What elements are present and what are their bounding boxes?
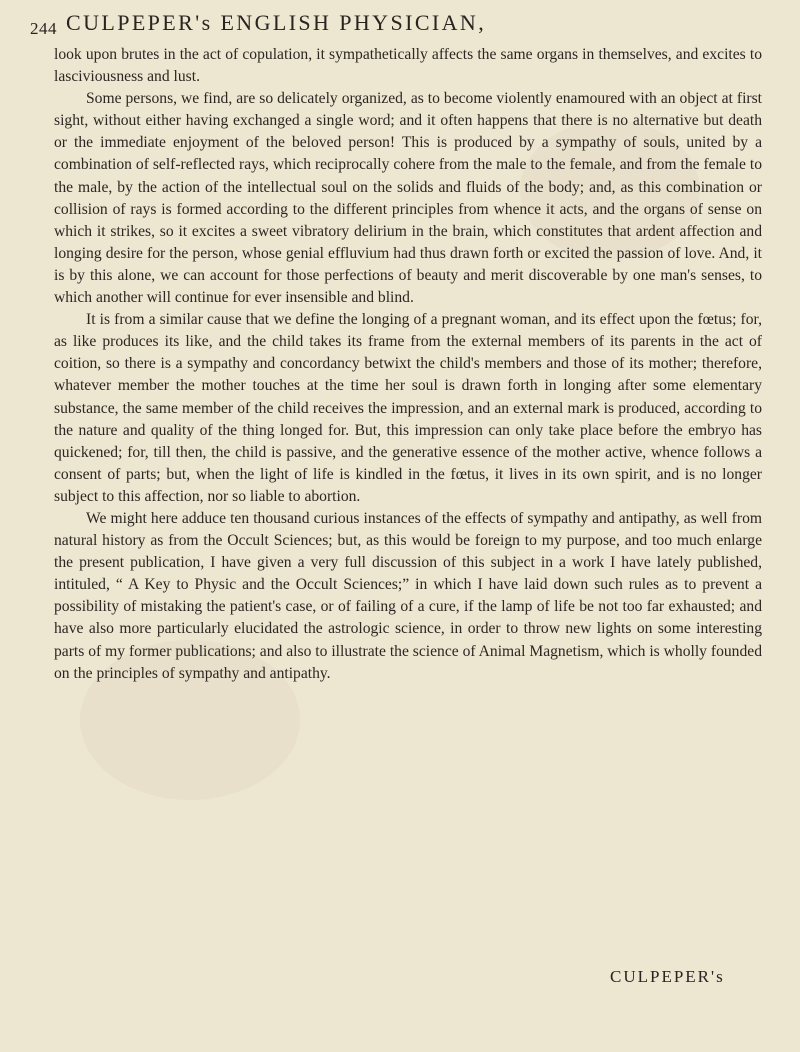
running-head: CULPEPER's ENGLISH PHYSICIAN, [66,10,487,35]
page-number: 244 [30,19,57,38]
paragraph: It is from a similar cause that we define the longing of a pregnant woman, and its effect upon the fœtus; for, as like produces its like, and the child takes its frame from the external members of its parents in the act of coition, so there is a sympathy and concordancy betwixt the child's members and those of its mother; therefore, whatever member the mother touches at the time her soul is drawn forth in longing after some elementary substance, the same member of the child receives the impression, and an external mark is produced, according to the nature and quality of the thing longed for. But, this impression can only take place before the embryo has quickened; for, till then, the child is passive, and the generative essence of the mother active, whence follows a consent of parts; but, when the light of life is kindled in the fœtus, it lives in its own spirit, and is no longer subject to this affection, nor so liable to abortion. [54,311,762,505]
catchword: CULPEPER's [610,967,725,986]
paragraph: Some persons, we find, are so delicately organized, as to become violently enamoured with an object at first sight, without either having exchanged a single word; and it often happens that there is no alternative but death or the immediate enjoyment of the beloved person! This is produced by a sympathy of souls, united by a combination of self-reflected rays, which reciprocally cohere from the male to the female, and from the female to the male, by the action of the intellectual soul on the solids and fluids of the body; and, as this combination or collision of rays is formed according to the different principles from whence it acts, and the organs of sense on which it strikes, so it excites a sweet vibratory delirium in the brain, which constitutes that ardent affection and longing desire for the person, whose genial effluvium had thus drawn forth or excited the passion of love. And, it is by this alone, we can account for those perfections of beauty and merit discoverable by one man's senses, to which another will continue for ever insensible and blind. [54,90,762,307]
page-header [30,10,770,44]
body-text [54,44,762,685]
paragraph: We might here adduce ten thousand curious instances of the effects of sympathy and antipathy, as well from natural history as from the Occult Sciences; but, as this would be foreign to my purpose, and too much enlarge the present publication, I have given a very full discussion of this subject in a work I have lately published, intituled, “ A Key to Physic and the Occult Sciences;” in which I have laid down such rules as to prevent a possibility of mistaking the patient's case, or of failing of a cure, if the lamp of life be not too far exhausted; and have also more particularly elucidated the astrologic science, in order to throw new lights on some interesting parts of my former publications; and also to illustrate the science of Animal Magnetism, which is wholly founded on the principles of sympathy and antipathy. [54,509,762,682]
paragraph: look upon brutes in the act of copulation, it sympathetically affects the same organs in themselves, and excites to lasciviousness and lust. [54,46,762,86]
